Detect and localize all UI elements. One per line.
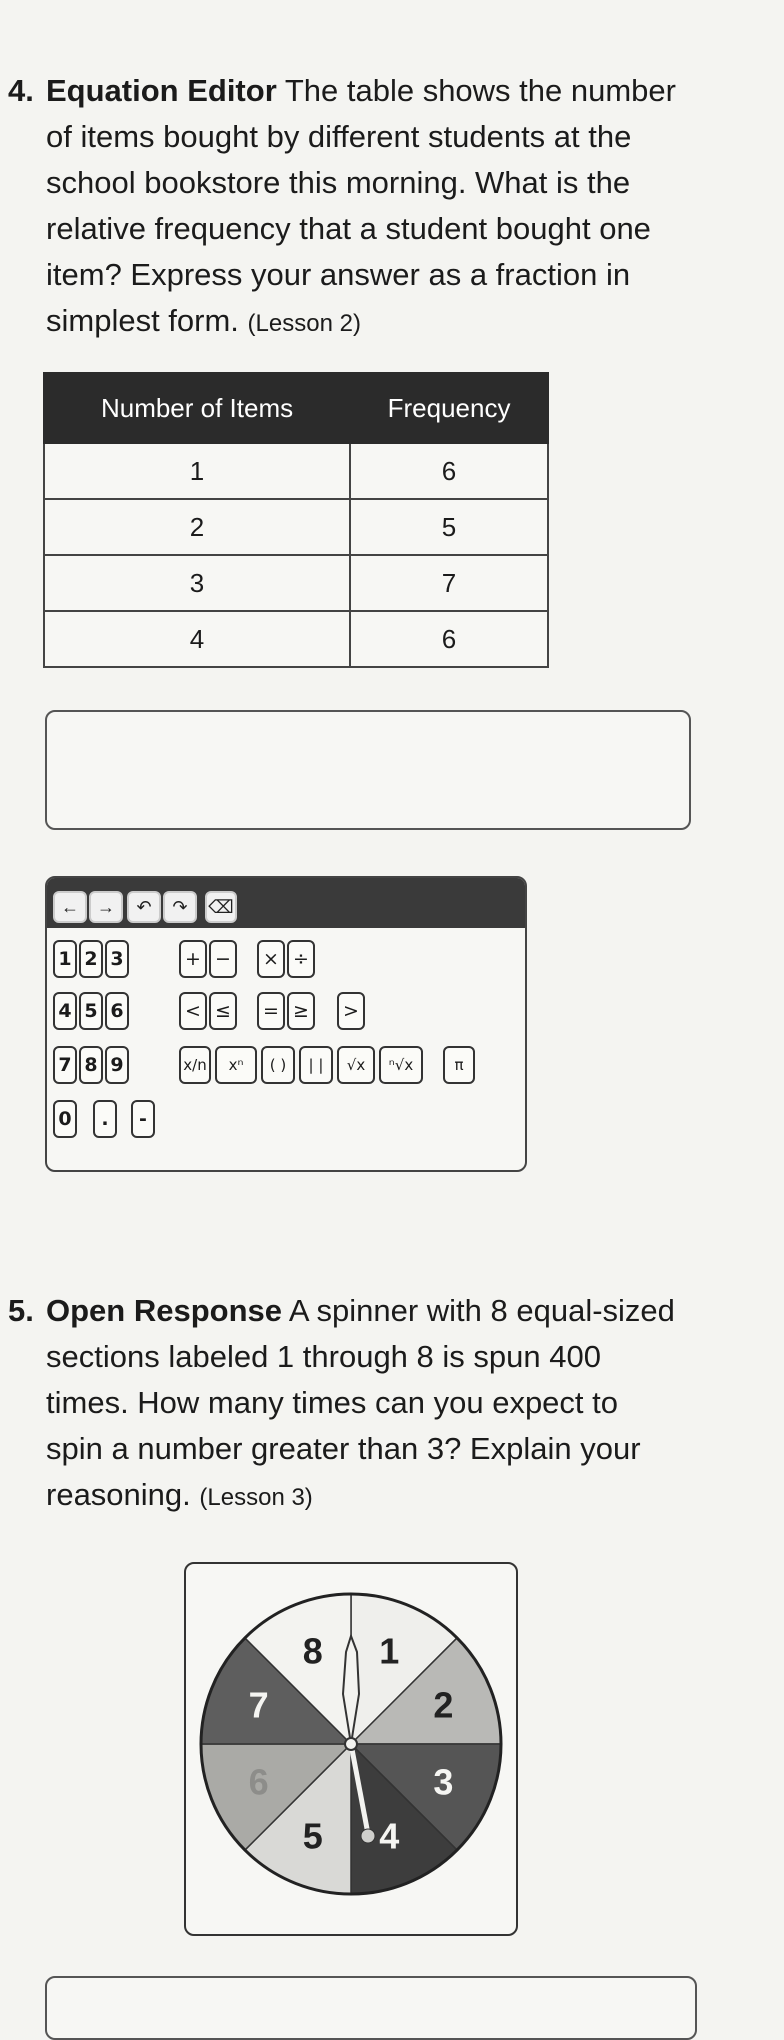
redo-icon[interactable]: ↷ [163,891,197,923]
arrow-right-icon[interactable]: → [89,891,123,923]
spinner-label: 8 [302,1630,323,1672]
text-line: reasoning. [46,1477,191,1512]
absolute-value-key[interactable]: | | [299,1046,333,1084]
key-9[interactable]: 9 [105,1046,129,1084]
spinner-label: 2 [433,1684,454,1726]
key-6[interactable]: 6 [105,992,129,1030]
key-plus[interactable]: + [179,940,207,978]
key-0[interactable]: 0 [53,1100,77,1138]
text-line: spin a number greater than 3? Explain your [46,1431,641,1466]
undo-icon[interactable]: ↶ [127,891,161,923]
question-5 [8,1288,728,1528]
spinner-label: 1 [379,1630,400,1672]
question-text [46,68,706,347]
answer-input-q5[interactable] [45,1976,697,2040]
key-decimal[interactable]: . [93,1100,117,1138]
question-number: 5. [8,1293,34,1328]
key-less-equal[interactable]: ≤ [209,992,237,1030]
items-cell: 4 [44,611,350,667]
spinner-label: 7 [248,1684,269,1726]
text-line: item? Express your answer as a fraction in [46,257,631,292]
text-line: simplest form. [46,303,239,338]
table-header-row [44,373,548,443]
key-less-than[interactable]: < [179,992,207,1030]
spinner-center [345,1738,357,1750]
question-type: Equation Editor [46,73,277,108]
text-line: school bookstore this morning. What is the [46,165,631,200]
key-greater-than[interactable]: > [337,992,365,1030]
spinner [186,1564,516,1934]
spinner-label: 4 [379,1815,400,1857]
items-cell: 2 [44,499,350,555]
equation-keypad [45,876,527,1172]
pi-key[interactable]: π [443,1046,475,1084]
text-line: The table shows the number [284,73,676,108]
key-negative[interactable]: - [131,1100,155,1138]
key-greater-equal[interactable]: ≥ [287,992,315,1030]
keypad-toolbar [47,878,525,928]
frequency-cell: 6 [350,443,548,499]
question-type: Open Response [46,1293,282,1328]
arrow-left-icon[interactable]: ← [53,891,87,923]
table-row [44,611,548,667]
key-minus[interactable]: − [209,940,237,978]
key-5[interactable]: 5 [79,992,103,1030]
backspace-icon[interactable]: ⌫ [205,891,237,923]
table-row [44,443,548,499]
exponent-key[interactable]: xⁿ [215,1046,257,1084]
question-4 [8,68,728,348]
key-8[interactable]: 8 [79,1046,103,1084]
table-row [44,555,548,611]
table-row [44,499,548,555]
lesson-ref: (Lesson 2) [247,310,361,337]
key-equals[interactable]: = [257,992,285,1030]
spinner-figure [184,1562,518,1936]
text-line: A spinner with 8 equal-sized [288,1293,675,1328]
spinner-label: 6 [248,1761,269,1803]
answer-input-q4[interactable] [45,710,691,830]
frequency-cell: 6 [350,611,548,667]
square-root-key[interactable]: √x [337,1046,375,1084]
key-3[interactable]: 3 [105,940,129,978]
key-4[interactable]: 4 [53,992,77,1030]
key-divide[interactable]: ÷ [287,940,315,978]
column-header: Number of Items [44,373,350,443]
spinner-label: 3 [433,1761,454,1803]
key-1[interactable]: 1 [53,940,77,978]
question-text [46,1288,706,1521]
key-times[interactable]: × [257,940,285,978]
lesson-ref: (Lesson 3) [199,1484,313,1511]
items-cell: 3 [44,555,350,611]
frequency-cell: 5 [350,499,548,555]
parentheses-key[interactable]: ( ) [261,1046,295,1084]
frequency-table [43,372,549,668]
spinner-pointer-end [361,1829,375,1843]
question-number: 4. [8,73,34,108]
text-line: relative frequency that a student bought one [46,211,651,246]
key-2[interactable]: 2 [79,940,103,978]
text-line: of items bought by different students at the [46,119,632,154]
items-cell: 1 [44,443,350,499]
spinner-label: 5 [302,1815,323,1857]
fraction-key[interactable]: x/n [179,1046,211,1084]
frequency-cell: 7 [350,555,548,611]
text-line: sections labeled 1 through 8 is spun 400 [46,1339,601,1374]
column-header: Frequency [350,373,548,443]
nth-root-key[interactable]: ⁿ√x [379,1046,423,1084]
text-line: times. How many times can you expect to [46,1385,619,1420]
key-7[interactable]: 7 [53,1046,77,1084]
